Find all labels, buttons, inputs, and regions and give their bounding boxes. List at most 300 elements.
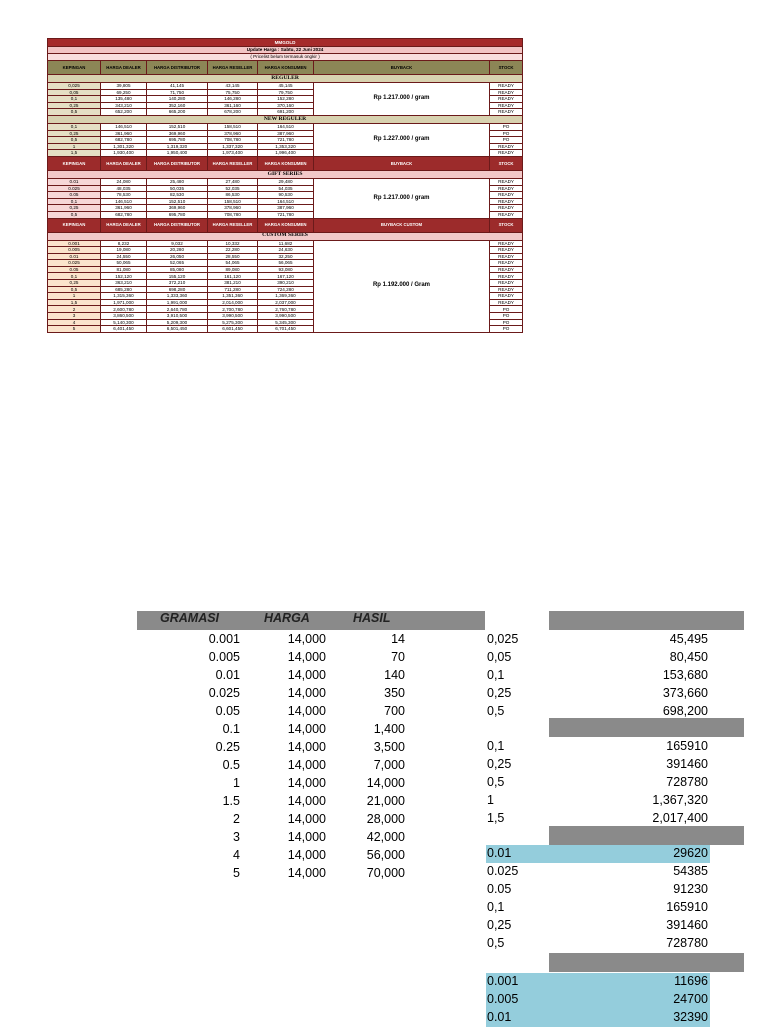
stock-status: READY bbox=[490, 299, 523, 306]
side-header-bar-4 bbox=[549, 953, 744, 972]
side-price-value: 91230 bbox=[673, 882, 708, 896]
section-title-row bbox=[48, 232, 523, 240]
table-row bbox=[48, 83, 523, 90]
harga-konsumen-cell: 56,065 bbox=[258, 260, 314, 267]
harga-distributor-cell: 20,280 bbox=[147, 247, 208, 254]
side-price-value: 165910 bbox=[666, 739, 708, 753]
harga-reseller-cell: 3,990,500 bbox=[208, 313, 258, 320]
column-header: HARGA RESELLER bbox=[208, 218, 258, 232]
side-weight-label: 0,1 bbox=[487, 900, 505, 914]
harga-konsumen-cell: 724,280 bbox=[258, 286, 314, 293]
column-header: HARGA DEALER bbox=[101, 61, 147, 75]
side-price-value: 165910 bbox=[666, 900, 708, 914]
harga-dealer-cell: 685,280 bbox=[101, 286, 147, 293]
gramasi-header: GRAMASI bbox=[160, 611, 220, 625]
harga-distributor-cell: 50,035 bbox=[147, 185, 208, 192]
harga-konsumen-cell: 54,035 bbox=[258, 185, 314, 192]
price-table bbox=[47, 38, 523, 333]
harga-distributor-cell: 1,319,320 bbox=[147, 143, 208, 150]
harga-distributor-cell: 695,780 bbox=[147, 137, 208, 144]
harga-value: 14,000 bbox=[287, 668, 326, 682]
column-header: KEPINGAN bbox=[48, 156, 101, 170]
harga-value: 14,000 bbox=[287, 686, 326, 700]
kepingan-cell: 0.025 bbox=[48, 260, 101, 267]
kepingan-cell: 1 bbox=[48, 293, 101, 300]
harga-reseller-cell: 54,065 bbox=[208, 260, 258, 267]
harga-distributor-cell: 9,032 bbox=[147, 240, 208, 247]
harga-distributor-cell: 155,120 bbox=[147, 273, 208, 280]
side-weight-label: 0.01 bbox=[487, 1010, 512, 1024]
harga-dealer-cell: 19,080 bbox=[101, 247, 147, 254]
stock-status: READY bbox=[490, 83, 523, 90]
harga-distributor-cell: 698,280 bbox=[147, 286, 208, 293]
kepingan-cell: 0.005 bbox=[48, 247, 101, 254]
stock-status: PO bbox=[490, 326, 523, 333]
stock-status: READY bbox=[490, 260, 523, 267]
hasil-value: 21,000 bbox=[366, 794, 405, 808]
harga-dealer-cell: 48,035 bbox=[101, 185, 147, 192]
hasil-value: 1,400 bbox=[373, 722, 405, 736]
stock-status: READY bbox=[490, 280, 523, 287]
column-header: BUYBACK bbox=[314, 61, 490, 75]
harga-reseller-cell: 86,530 bbox=[208, 192, 258, 199]
kepingan-cell: 0,25 bbox=[48, 102, 101, 109]
harga-value: 14,000 bbox=[287, 776, 326, 790]
harga-konsumen-cell: 29,480 bbox=[258, 178, 314, 185]
stock-status: READY bbox=[490, 192, 523, 199]
stock-status: READY bbox=[490, 240, 523, 247]
side-weight-label: 0.05 bbox=[487, 882, 512, 896]
harga-konsumen-cell: 2,037,000 bbox=[258, 299, 314, 306]
table-row bbox=[48, 123, 523, 130]
kepingan-cell: 0,05 bbox=[48, 89, 101, 96]
stock-status: PO bbox=[490, 137, 523, 144]
side-weight-label: 0,25 bbox=[487, 918, 512, 932]
harga-reseller-cell: 89,080 bbox=[208, 266, 258, 273]
harga-dealer-cell: 1,971,000 bbox=[101, 299, 147, 306]
gramasi-value: 0.5 bbox=[222, 758, 240, 772]
harga-value: 14,000 bbox=[287, 866, 326, 880]
kepingan-cell: 0.05 bbox=[48, 192, 101, 199]
side-weight-label: 1 bbox=[487, 793, 494, 807]
harga-dealer-cell: 2,600,780 bbox=[101, 306, 147, 313]
gramasi-value: 0.001 bbox=[208, 632, 240, 646]
harga-value: 14,000 bbox=[287, 830, 326, 844]
stock-status: READY bbox=[490, 266, 523, 273]
side-weight-label: 0,5 bbox=[487, 936, 505, 950]
kepingan-cell: 5 bbox=[48, 326, 101, 333]
note-row bbox=[48, 54, 523, 61]
hasil-value: 70,000 bbox=[366, 866, 405, 880]
side-weight-label: 1,5 bbox=[487, 811, 505, 825]
stock-status: READY bbox=[490, 143, 523, 150]
pricelist-note: ( Pricelist belum termasuk ongkir ) bbox=[48, 54, 523, 61]
harga-distributor-cell: 26,050 bbox=[147, 253, 208, 260]
side-price-value: 153,680 bbox=[662, 668, 708, 682]
harga-value: 14,000 bbox=[287, 632, 326, 646]
stock-status: READY bbox=[490, 89, 523, 96]
harga-distributor-cell: 5,209,300 bbox=[147, 319, 208, 326]
harga-konsumen-cell: 79,750 bbox=[258, 89, 314, 96]
harga-reseller-cell: 52,035 bbox=[208, 185, 258, 192]
gramasi-value: 4 bbox=[233, 848, 240, 862]
table-row bbox=[48, 178, 523, 185]
column-header: HARGA KONSUMEN bbox=[258, 156, 314, 170]
kepingan-cell: 4 bbox=[48, 319, 101, 326]
harga-reseller-cell: 43,145 bbox=[208, 83, 258, 90]
column-header: STOCK bbox=[490, 218, 523, 232]
harga-reseller-cell: 378,960 bbox=[208, 130, 258, 137]
harga-reseller-cell: 381,210 bbox=[208, 280, 258, 287]
kepingan-cell: 0.05 bbox=[48, 266, 101, 273]
column-header: HARGA DEALER bbox=[101, 218, 147, 232]
hasil-value: 3,500 bbox=[373, 740, 405, 754]
harga-konsumen-cell: 167,120 bbox=[258, 273, 314, 280]
column-header: BUYBACK bbox=[314, 156, 490, 170]
hasil-value: 28,000 bbox=[366, 812, 405, 826]
side-price-value: 24700 bbox=[673, 992, 708, 1006]
harga-reseller-cell: 378,960 bbox=[208, 205, 258, 212]
side-weight-label: 0,25 bbox=[487, 686, 512, 700]
side-price-value: 11696 bbox=[674, 974, 708, 988]
harga-dealer-cell: 81,080 bbox=[101, 266, 147, 273]
harga-reseller-cell: 1,351,360 bbox=[208, 293, 258, 300]
harga-reseller-cell: 678,200 bbox=[208, 109, 258, 116]
harga-dealer-cell: 152,120 bbox=[101, 273, 147, 280]
kepingan-cell: 0,25 bbox=[48, 205, 101, 212]
section-title-row bbox=[48, 115, 523, 123]
harga-reseller-cell: 75,750 bbox=[208, 89, 258, 96]
harga-dealer-cell: 135,480 bbox=[101, 96, 147, 103]
harga-konsumen-cell: 90,530 bbox=[258, 192, 314, 199]
harga-konsumen-cell: 691,200 bbox=[258, 109, 314, 116]
stock-status: READY bbox=[490, 247, 523, 254]
side-price-value: 698,200 bbox=[662, 704, 708, 718]
update-date: Update Harga : Sabtu, 22 Juni 2024 bbox=[48, 47, 523, 54]
harga-dealer-cell: 682,780 bbox=[101, 211, 147, 218]
kepingan-cell: 0,5 bbox=[48, 137, 101, 144]
section-title: NEW REGULER bbox=[48, 115, 523, 123]
harga-reseller-cell: 146,280 bbox=[208, 96, 258, 103]
kepingan-cell: 0,1 bbox=[48, 273, 101, 280]
hasil-header: HASIL bbox=[353, 611, 391, 625]
harga-value: 14,000 bbox=[287, 650, 326, 664]
harga-dealer-cell: 682,780 bbox=[101, 137, 147, 144]
side-price-value: 32390 bbox=[673, 1010, 708, 1024]
harga-reseller-cell: 27,480 bbox=[208, 178, 258, 185]
stock-status: PO bbox=[490, 130, 523, 137]
harga-reseller-cell: 361,160 bbox=[208, 102, 258, 109]
harga-dealer-cell: 24,080 bbox=[101, 178, 147, 185]
harga-konsumen-cell: 164,510 bbox=[258, 123, 314, 130]
harga-value: 14,000 bbox=[287, 794, 326, 808]
gramasi-value: 0.05 bbox=[215, 704, 240, 718]
harga-konsumen-cell: 721,780 bbox=[258, 137, 314, 144]
side-price-value: 728780 bbox=[666, 936, 708, 950]
harga-konsumen-cell: 387,960 bbox=[258, 130, 314, 137]
kepingan-cell: 0,025 bbox=[48, 83, 101, 90]
harga-value: 14,000 bbox=[287, 812, 326, 826]
harga-reseller-cell: 158,510 bbox=[208, 198, 258, 205]
hasil-value: 350 bbox=[384, 686, 405, 700]
table-row bbox=[48, 240, 523, 247]
kepingan-cell: 0.001 bbox=[48, 240, 101, 247]
harga-value: 14,000 bbox=[287, 704, 326, 718]
harga-distributor-cell: 665,200 bbox=[147, 109, 208, 116]
harga-reseller-cell: 2,700,780 bbox=[208, 306, 258, 313]
harga-konsumen-cell: 3,990,500 bbox=[258, 313, 314, 320]
harga-distributor-cell: 369,960 bbox=[147, 130, 208, 137]
section-title-row bbox=[48, 170, 523, 178]
side-weight-label: 0.005 bbox=[487, 992, 519, 1006]
stock-status: READY bbox=[490, 286, 523, 293]
gramasi-value: 0.25 bbox=[215, 740, 240, 754]
column-header: HARGA KONSUMEN bbox=[258, 61, 314, 75]
kepingan-cell: 0,5 bbox=[48, 211, 101, 218]
side-weight-label: 0,5 bbox=[487, 775, 505, 789]
section-title: GIFT SERIES bbox=[48, 170, 523, 178]
hasil-value: 14,000 bbox=[366, 776, 405, 790]
harga-dealer-cell: 1,315,360 bbox=[101, 293, 147, 300]
harga-reseller-cell: 708,780 bbox=[208, 137, 258, 144]
kepingan-cell: 0,1 bbox=[48, 123, 101, 130]
harga-dealer-cell: 6,401,450 bbox=[101, 326, 147, 333]
kepingan-cell: 2 bbox=[48, 306, 101, 313]
harga-konsumen-cell: 164,510 bbox=[258, 198, 314, 205]
stock-status: READY bbox=[490, 293, 523, 300]
harga-reseller-cell: 22,280 bbox=[208, 247, 258, 254]
column-header: BUYBACK CUSTOM bbox=[314, 218, 490, 232]
harga-dealer-cell: 50,065 bbox=[101, 260, 147, 267]
harga-dealer-cell: 652,200 bbox=[101, 109, 147, 116]
column-header: HARGA DISTRIBUTOR bbox=[147, 61, 208, 75]
harga-value: 14,000 bbox=[287, 740, 326, 754]
harga-distributor-cell: 152,510 bbox=[147, 198, 208, 205]
side-weight-label: 0.001 bbox=[487, 974, 519, 988]
side-price-value: 728780 bbox=[666, 775, 708, 789]
harga-header: HARGA bbox=[264, 611, 310, 625]
column-header: STOCK bbox=[490, 61, 523, 75]
hasil-value: 70 bbox=[391, 650, 405, 664]
stock-status: READY bbox=[490, 109, 523, 116]
harga-reseller-cell: 158,510 bbox=[208, 123, 258, 130]
hasil-value: 14 bbox=[391, 632, 405, 646]
column-header: HARGA DEALER bbox=[101, 156, 147, 170]
column-header: HARGA RESELLER bbox=[208, 156, 258, 170]
kepingan-cell: 0,5 bbox=[48, 286, 101, 293]
harga-konsumen-cell: 721,780 bbox=[258, 211, 314, 218]
section-title-row bbox=[48, 75, 523, 83]
gramasi-value: 0.025 bbox=[208, 686, 240, 700]
side-weight-label: 0.01 bbox=[487, 846, 512, 860]
harga-konsumen-cell: 152,280 bbox=[258, 96, 314, 103]
gramasi-value: 0.005 bbox=[208, 650, 240, 664]
stock-status: PO bbox=[490, 313, 523, 320]
harga-dealer-cell: 1,301,320 bbox=[101, 143, 147, 150]
harga-reseller-cell: 2,014,000 bbox=[208, 299, 258, 306]
harga-konsumen-cell: 1,369,360 bbox=[258, 293, 314, 300]
harga-distributor-cell: 85,080 bbox=[147, 266, 208, 273]
stock-status: READY bbox=[490, 150, 523, 157]
harga-reseller-cell: 28,550 bbox=[208, 253, 258, 260]
kepingan-cell: 0,5 bbox=[48, 109, 101, 116]
side-header-bar-3 bbox=[549, 826, 744, 845]
kepingan-cell: 0,25 bbox=[48, 130, 101, 137]
harga-konsumen-cell: 45,145 bbox=[258, 83, 314, 90]
stock-status: PO bbox=[490, 123, 523, 130]
hasil-value: 42,000 bbox=[366, 830, 405, 844]
harga-distributor-cell: 41,145 bbox=[147, 83, 208, 90]
side-header-bar-2 bbox=[549, 718, 744, 737]
side-price-value: 29620 bbox=[673, 846, 708, 860]
side-price-value: 54385 bbox=[673, 864, 708, 878]
gramasi-value: 2 bbox=[233, 812, 240, 826]
harga-dealer-cell: 343,210 bbox=[101, 102, 147, 109]
harga-dealer-cell: 8,232 bbox=[101, 240, 147, 247]
buyback-price: Rp 1.227.000 / gram bbox=[314, 123, 490, 156]
side-weight-label: 0,5 bbox=[487, 704, 505, 718]
harga-reseller-cell: 161,120 bbox=[208, 273, 258, 280]
harga-distributor-cell: 152,510 bbox=[147, 123, 208, 130]
harga-reseller-cell: 5,275,300 bbox=[208, 319, 258, 326]
harga-distributor-cell: 695,780 bbox=[147, 211, 208, 218]
harga-dealer-cell: 3,860,500 bbox=[101, 313, 147, 320]
side-price-value: 373,660 bbox=[662, 686, 708, 700]
hasil-value: 140 bbox=[384, 668, 405, 682]
harga-konsumen-cell: 32,250 bbox=[258, 253, 314, 260]
harga-konsumen-cell: 24,630 bbox=[258, 247, 314, 254]
harga-distributor-cell: 372,210 bbox=[147, 280, 208, 287]
harga-distributor-cell: 2,640,780 bbox=[147, 306, 208, 313]
gramasi-value: 3 bbox=[233, 830, 240, 844]
hasil-value: 7,000 bbox=[373, 758, 405, 772]
harga-reseller-cell: 6,601,450 bbox=[208, 326, 258, 333]
side-price-value: 391460 bbox=[666, 918, 708, 932]
harga-reseller-cell: 1,337,320 bbox=[208, 143, 258, 150]
stock-status: READY bbox=[490, 96, 523, 103]
harga-distributor-cell: 71,750 bbox=[147, 89, 208, 96]
harga-distributor-cell: 1,950,400 bbox=[147, 150, 208, 157]
brand-title: MMGOLD bbox=[48, 39, 523, 47]
kepingan-cell: 0,1 bbox=[48, 96, 101, 103]
stock-status: READY bbox=[490, 273, 523, 280]
harga-distributor-cell: 82,530 bbox=[147, 192, 208, 199]
harga-konsumen-cell: 93,080 bbox=[258, 266, 314, 273]
side-price-value: 45,495 bbox=[669, 632, 708, 646]
kepingan-cell: 1,5 bbox=[48, 299, 101, 306]
side-weight-label: 0.025 bbox=[487, 864, 519, 878]
harga-value: 14,000 bbox=[287, 722, 326, 736]
harga-dealer-cell: 361,960 bbox=[101, 130, 147, 137]
harga-distributor-cell: 3,910,500 bbox=[147, 313, 208, 320]
column-header: STOCK bbox=[490, 156, 523, 170]
gramasi-value: 1 bbox=[233, 776, 240, 790]
harga-dealer-cell: 361,960 bbox=[101, 205, 147, 212]
hasil-value: 56,000 bbox=[366, 848, 405, 862]
side-weight-label: 0,1 bbox=[487, 739, 505, 753]
harga-dealer-cell: 78,530 bbox=[101, 192, 147, 199]
kepingan-cell: 3 bbox=[48, 313, 101, 320]
section-title: CUSTOM SERIES bbox=[48, 232, 523, 240]
harga-distributor-cell: 140,280 bbox=[147, 96, 208, 103]
gramasi-value: 5 bbox=[233, 866, 240, 880]
harga-konsumen-cell: 1,996,400 bbox=[258, 150, 314, 157]
buyback-price: Rp 1.192.000 / Gram bbox=[314, 240, 490, 332]
harga-reseller-cell: 1,973,400 bbox=[208, 150, 258, 157]
harga-distributor-cell: 52,065 bbox=[147, 260, 208, 267]
kepingan-cell: 0,25 bbox=[48, 280, 101, 287]
harga-reseller-cell: 10,332 bbox=[208, 240, 258, 247]
column-header: KEPINGAN bbox=[48, 61, 101, 75]
side-header-bar-1 bbox=[549, 611, 744, 630]
column-header: KEPINGAN bbox=[48, 218, 101, 232]
stock-status: READY bbox=[490, 253, 523, 260]
gramasi-value: 0.01 bbox=[215, 668, 240, 682]
harga-distributor-cell: 6,501,450 bbox=[147, 326, 208, 333]
harga-distributor-cell: 352,160 bbox=[147, 102, 208, 109]
update-row bbox=[48, 47, 523, 54]
harga-konsumen-cell: 11,682 bbox=[258, 240, 314, 247]
harga-dealer-cell: 69,250 bbox=[101, 89, 147, 96]
kepingan-cell: 0.01 bbox=[48, 253, 101, 260]
kepingan-cell: 0.01 bbox=[48, 178, 101, 185]
hasil-value: 700 bbox=[384, 704, 405, 718]
gramasi-value: 0.1 bbox=[222, 722, 240, 736]
buyback-price: Rp 1.217.000 / gram bbox=[314, 83, 490, 116]
stock-status: READY bbox=[490, 205, 523, 212]
harga-konsumen-cell: 387,960 bbox=[258, 205, 314, 212]
harga-konsumen-cell: 390,210 bbox=[258, 280, 314, 287]
harga-dealer-cell: 146,510 bbox=[101, 123, 147, 130]
side-weight-label: 0,25 bbox=[487, 757, 512, 771]
side-weight-label: 0,1 bbox=[487, 668, 505, 682]
gramasi-value: 1.5 bbox=[222, 794, 240, 808]
side-weight-label: 0,025 bbox=[487, 632, 519, 646]
stock-status: READY bbox=[490, 102, 523, 109]
harga-dealer-cell: 39,805 bbox=[101, 83, 147, 90]
column-header: HARGA DISTRIBUTOR bbox=[147, 218, 208, 232]
stock-status: READY bbox=[490, 185, 523, 192]
side-price-value: 2,017,400 bbox=[652, 811, 708, 825]
kepingan-cell: 0.025 bbox=[48, 185, 101, 192]
side-price-value: 1,367,320 bbox=[652, 793, 708, 807]
stock-status: READY bbox=[490, 211, 523, 218]
harga-konsumen-cell: 370,160 bbox=[258, 102, 314, 109]
column-header: HARGA DISTRIBUTOR bbox=[147, 156, 208, 170]
harga-dealer-cell: 5,140,300 bbox=[101, 319, 147, 326]
brand-row bbox=[48, 39, 523, 47]
harga-konsumen-cell: 2,760,780 bbox=[258, 306, 314, 313]
harga-dealer-cell: 1,930,400 bbox=[101, 150, 147, 157]
harga-reseller-cell: 708,780 bbox=[208, 211, 258, 218]
stock-status: PO bbox=[490, 319, 523, 326]
side-price-value: 391460 bbox=[666, 757, 708, 771]
column-header: HARGA KONSUMEN bbox=[258, 218, 314, 232]
buyback-price: Rp 1.217.000 / gram bbox=[314, 178, 490, 218]
table-header-row bbox=[48, 61, 523, 75]
harga-konsumen-cell: 5,345,300 bbox=[258, 319, 314, 326]
table-header-row bbox=[48, 156, 523, 170]
table-header-row bbox=[48, 218, 523, 232]
harga-dealer-cell: 146,510 bbox=[101, 198, 147, 205]
harga-konsumen-cell: 6,701,450 bbox=[258, 326, 314, 333]
harga-reseller-cell: 711,280 bbox=[208, 286, 258, 293]
stock-status: READY bbox=[490, 178, 523, 185]
harga-dealer-cell: 24,550 bbox=[101, 253, 147, 260]
column-header: HARGA RESELLER bbox=[208, 61, 258, 75]
harga-konsumen-cell: 1,353,320 bbox=[258, 143, 314, 150]
kepingan-cell: 1,5 bbox=[48, 150, 101, 157]
